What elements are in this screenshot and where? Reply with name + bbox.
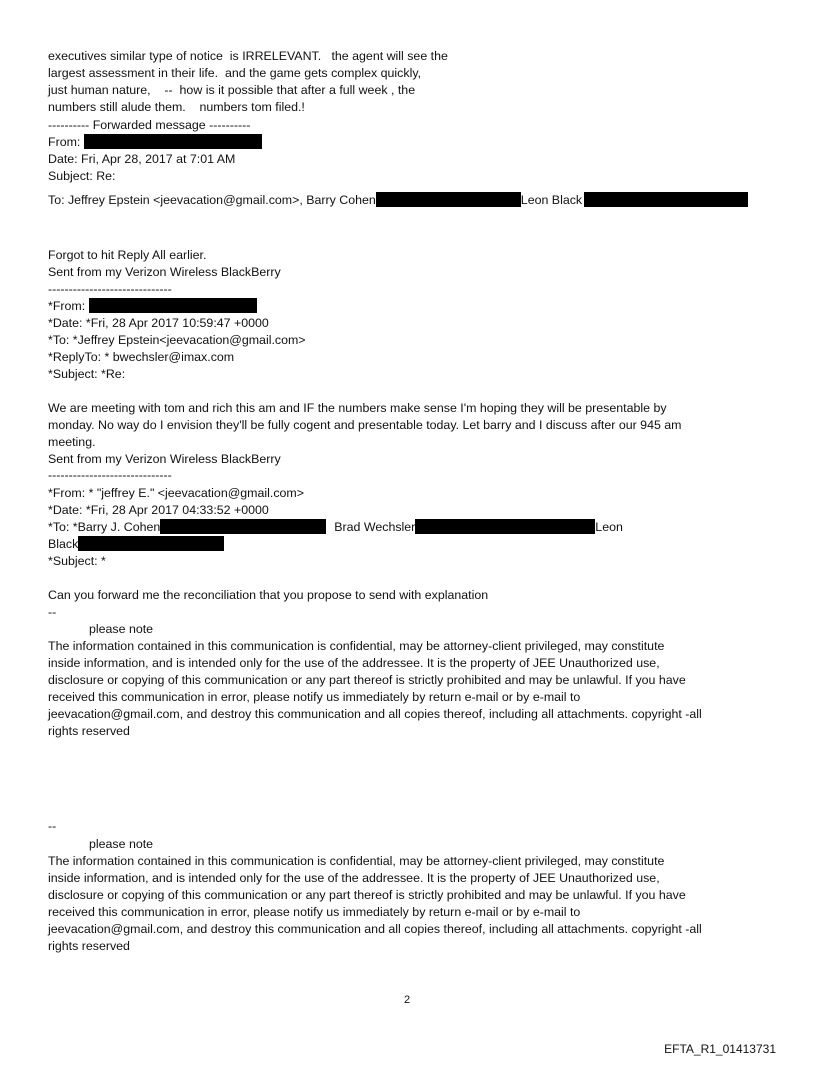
text-line: Sent from my Verizon Wireless BlackBerry [48,452,281,466]
to-label: *To: *Barry J. Cohen [48,520,161,534]
original-message: Can you forward me the reconciliation that you propose to send with explanation [48,588,489,602]
bates-number: EFTA_R1_01413731 [664,1042,776,1056]
text-line: The information contained in this communication is confidential, may be attorney-client privileged, may constitute [48,854,665,868]
text-line: Sent from my Verizon Wireless BlackBerry [48,265,281,279]
to-name: Black [48,537,79,551]
text-line: rights reserved [48,939,130,953]
replyto-line: *ReplyTo: * bwechsler@imax.com [48,350,235,364]
from-label: *From: [48,299,89,313]
redaction [89,298,257,313]
text-line: received this communication in error, please notify us immediately by return e-mail or by e-mail to [48,905,581,919]
date-line: *Date: *Fri, 28 Apr 2017 04:33:52 +0000 [48,503,269,517]
page-number: 2 [404,994,411,1006]
to-name: Brad Wechsler [334,520,416,534]
text-line: just human nature, -- how is it possible that after a full week , the [48,83,416,97]
to-line: *To: *Jeffrey Epstein<jeevacation@gmail.com> [48,333,306,347]
text-line: largest assessment in their life. and the game gets complex quickly, [48,66,422,80]
subject-line: Subject: Re: [48,169,116,183]
to-line [48,192,748,209]
text-line: rights reserved [48,724,130,738]
forward-divider: ---------- Forwarded message ---------- [48,118,251,132]
to-name: Leon Black [520,193,583,207]
redaction [415,519,595,534]
from-label: From: [48,135,84,149]
sig-note: please note [89,837,154,851]
subject-line: *Subject: *Re: [48,367,126,381]
text-line: received this communication in error, please notify us immediately by return e-mail or by e-mail to [48,690,581,704]
date-line: Date: Fri, Apr 28, 2017 at 7:01 AM [48,152,236,166]
text-line: disclosure or copying of this communication or any part thereof is strictly prohibited and may be unlawful. If you have [48,673,686,687]
redaction [84,134,262,149]
sig-dashes: -- [48,605,57,619]
subject-line: *Subject: * [48,554,106,568]
text-line: jeevacation@gmail.com, and destroy this communication and all copies thereof, including all attachments. copyright -all [48,922,702,936]
text-line: disclosure or copying of this communication or any part thereof is strictly prohibited and may be unlawful. If you have [48,888,686,902]
redaction [584,192,748,207]
from-line [48,298,257,315]
text-line: meeting. [48,435,96,449]
text-line: We are meeting with tom and rich this am and IF the numbers make sense I'm hoping they will be presentable by [48,401,667,415]
to-line-cont [48,536,224,553]
sig-note: please note [89,622,154,636]
from-line [48,134,262,151]
divider: ------------------------------ [48,282,172,296]
text-line: monday. No way do I envision they'll be fully cogent and presentable today. Let barry and I discuss after our 945 am [48,418,682,432]
date-line: *Date: *Fri, 28 Apr 2017 10:59:47 +0000 [48,316,269,330]
sig-dashes: -- [48,819,57,833]
redaction [78,536,224,551]
text-line: numbers still alude them. numbers tom filed.! [48,100,305,114]
text-line: inside information, and is intended only for the use of the addressee. It is the property of JEE Unauthorized use, [48,871,660,885]
text-line: inside information, and is intended only for the use of the addressee. It is the property of JEE Unauthorized use, [48,656,660,670]
text-line: executives similar type of notice is IRRELEVANT. the agent will see the [48,49,448,63]
from-line: *From: * "jeffrey E." <jeevacation@gmail.com> [48,486,304,500]
to-name: Leon [595,520,623,534]
redaction [376,192,521,207]
text-line: Forgot to hit Reply All earlier. [48,248,207,262]
divider: ------------------------------ [48,468,172,482]
text-line: The information contained in this communication is confidential, may be attorney-client privileged, may constitute [48,639,665,653]
redaction [160,519,326,534]
to-line [48,519,623,536]
text-line: jeevacation@gmail.com, and destroy this communication and all copies thereof, including all attachments. copyright -all [48,707,702,721]
to-label: To: Jeffrey Epstein <jeevacation@gmail.com>, Barry Cohen [48,193,376,207]
